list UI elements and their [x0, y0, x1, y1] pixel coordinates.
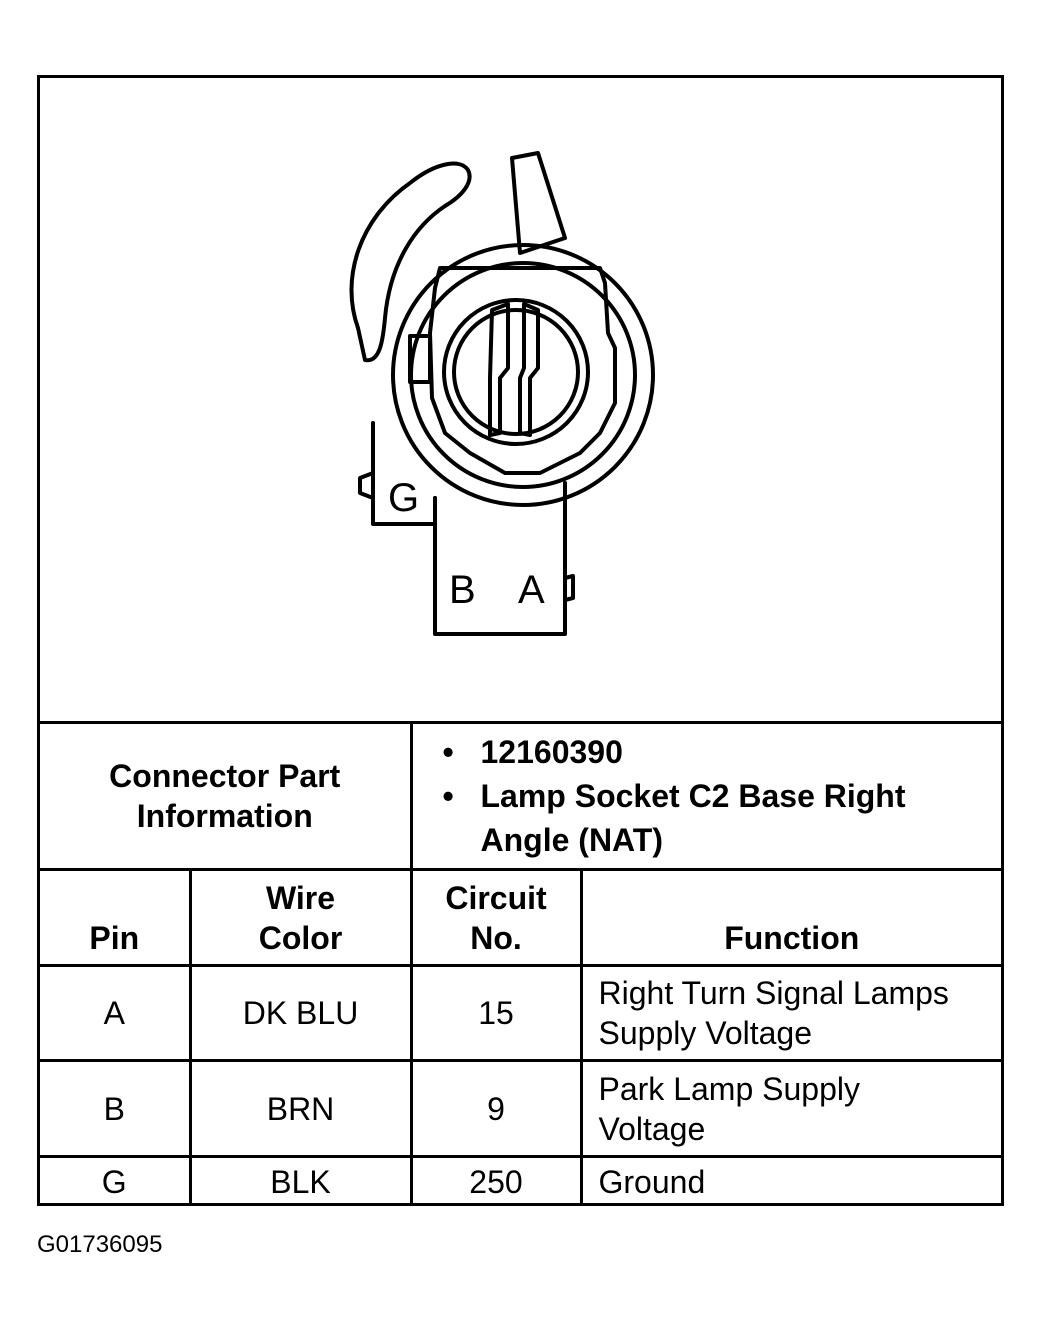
pin-cell: G — [40, 1157, 190, 1206]
wire-color-cell: BRN — [190, 1061, 411, 1157]
figure-id: G01736095 — [37, 1231, 163, 1258]
part-info-list — [413, 724, 1002, 868]
part-description: • Lamp Socket C2 Base Right Angle (NAT) — [439, 774, 1002, 862]
part-info-header: Connector Part Information — [40, 723, 411, 870]
table-row — [40, 1061, 1001, 1157]
col-header-circuit: Circuit No. — [411, 870, 581, 966]
connector-illustration — [40, 78, 1001, 721]
pin-cell: A — [40, 966, 190, 1061]
circuit-cell: 250 — [411, 1157, 581, 1206]
contact-right — [520, 304, 538, 435]
function-cell: Right Turn Signal Lamps Supply Voltage — [581, 966, 1001, 1061]
wire-color-cell: BLK — [190, 1157, 411, 1206]
col-header-function: Function — [581, 870, 1001, 966]
function-cell: Park Lamp Supply Voltage — [581, 1061, 1001, 1157]
pin-cell: B — [40, 1061, 190, 1157]
table-row — [40, 966, 1001, 1061]
pin-label-a: A — [518, 568, 545, 612]
wire-color-cell: DK BLU — [190, 966, 411, 1061]
latch-arm — [351, 164, 469, 361]
part-number: • 12160390 — [439, 730, 1002, 774]
table-row — [40, 1157, 1001, 1206]
column-header-row — [40, 870, 1001, 966]
connector-drawing — [40, 78, 1001, 721]
circuit-cell: 9 — [411, 1061, 581, 1157]
circuit-cell: 15 — [411, 966, 581, 1061]
contact-center — [490, 304, 508, 435]
pin-label-b: B — [449, 568, 476, 612]
col-header-pin: Pin — [40, 870, 190, 966]
col-header-wire-color: Wire Color — [190, 870, 411, 966]
socket-bore — [444, 300, 588, 444]
part-info-row — [40, 723, 1001, 870]
connector-table — [40, 721, 1001, 1206]
function-cell: Ground — [581, 1157, 1001, 1206]
pin-label-g: G — [388, 476, 420, 520]
part-info-details — [411, 723, 1001, 870]
diagram-frame — [37, 75, 1004, 1206]
key-tab — [512, 153, 565, 253]
socket-inner — [454, 310, 578, 434]
